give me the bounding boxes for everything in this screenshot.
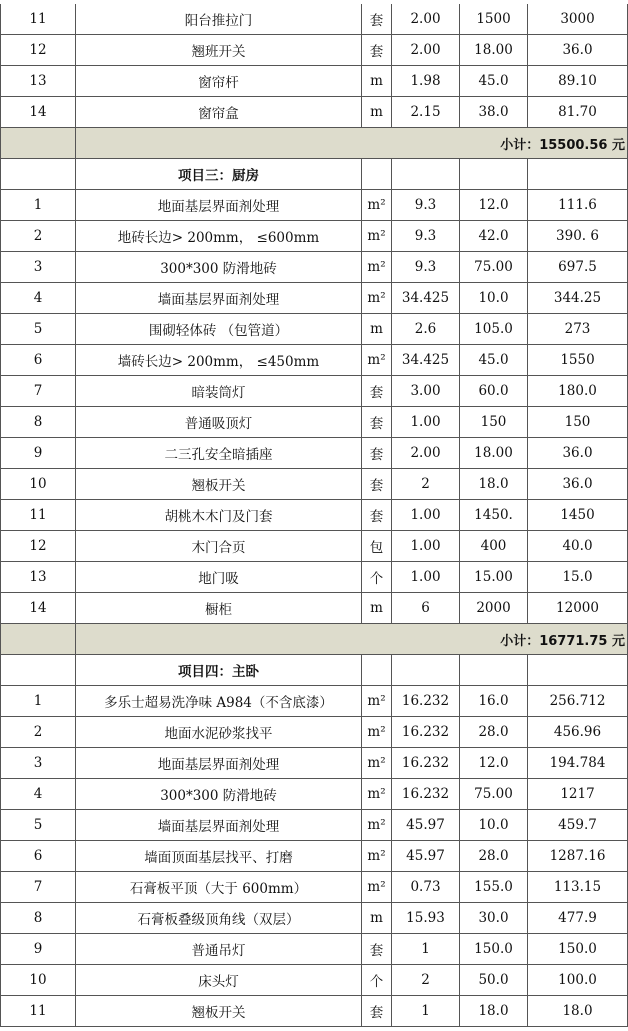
cell-qty: 34.425 bbox=[392, 283, 460, 314]
table-row bbox=[0, 438, 628, 469]
cell-unit: m² bbox=[362, 190, 392, 221]
cell-no: 14 bbox=[0, 97, 76, 128]
cell-no: 6 bbox=[0, 345, 76, 376]
cell-name: 橱柜 bbox=[76, 593, 362, 624]
table-row bbox=[0, 66, 628, 97]
cell-price: 16.0 bbox=[460, 686, 528, 717]
cell-no: 3 bbox=[0, 748, 76, 779]
cell-price: 75.00 bbox=[460, 252, 528, 283]
cell-name: 墙面基层界面剂处理 bbox=[76, 810, 362, 841]
cell-unit: 个 bbox=[362, 562, 392, 593]
cell-price: 12.0 bbox=[460, 748, 528, 779]
cell-total: 18.0 bbox=[528, 996, 628, 1027]
cell-no: 13 bbox=[0, 66, 76, 97]
cell-no: 5 bbox=[0, 810, 76, 841]
cell-name: 石膏板叠级顶角线（双层） bbox=[76, 903, 362, 934]
cell-total: 459.7 bbox=[528, 810, 628, 841]
cell-price: 10.0 bbox=[460, 810, 528, 841]
cell-total: 15.0 bbox=[528, 562, 628, 593]
cell-price: 1500 bbox=[460, 4, 528, 35]
cell-total: 273 bbox=[528, 314, 628, 345]
section-blank-cell bbox=[0, 159, 76, 190]
cell-name: 窗帘杆 bbox=[76, 66, 362, 97]
cell-name: 翘板开关 bbox=[76, 996, 362, 1027]
cell-no: 9 bbox=[0, 934, 76, 965]
cell-name: 围砌轻体砖 （包管道） bbox=[76, 314, 362, 345]
cell-qty: 2.15 bbox=[392, 97, 460, 128]
cell-price: 28.0 bbox=[460, 841, 528, 872]
cell-no: 13 bbox=[0, 562, 76, 593]
cell-qty: 16.232 bbox=[392, 686, 460, 717]
cell-no: 10 bbox=[0, 469, 76, 500]
table-row bbox=[0, 562, 628, 593]
cell-total: 150 bbox=[528, 407, 628, 438]
cell-price: 30.0 bbox=[460, 903, 528, 934]
cell-price: 150.0 bbox=[460, 934, 528, 965]
table-row bbox=[0, 934, 628, 965]
section-blank-cell bbox=[392, 655, 460, 686]
cell-total: 100.0 bbox=[528, 965, 628, 996]
cell-unit: 套 bbox=[362, 500, 392, 531]
cell-qty: 2.00 bbox=[392, 4, 460, 35]
cell-no: 4 bbox=[0, 283, 76, 314]
cell-qty: 1.00 bbox=[392, 407, 460, 438]
cell-unit: m bbox=[362, 314, 392, 345]
cell-price: 28.0 bbox=[460, 717, 528, 748]
cell-total: 36.0 bbox=[528, 438, 628, 469]
cell-no: 5 bbox=[0, 314, 76, 345]
cell-name: 墙砖长边> 200mm， ≤450mm bbox=[76, 345, 362, 376]
subtotal-text: 小计：15500.56 元 bbox=[76, 128, 628, 159]
cell-no: 8 bbox=[0, 407, 76, 438]
cell-unit: m² bbox=[362, 779, 392, 810]
table-row bbox=[0, 593, 628, 624]
cell-price: 50.0 bbox=[460, 965, 528, 996]
cell-price: 18.00 bbox=[460, 35, 528, 66]
cell-qty: 2.00 bbox=[392, 35, 460, 66]
cell-qty: 1.98 bbox=[392, 66, 460, 97]
cell-name: 墙面顶面基层找平、打磨 bbox=[76, 841, 362, 872]
table-row bbox=[0, 407, 628, 438]
cell-unit: m² bbox=[362, 686, 392, 717]
cell-no: 14 bbox=[0, 593, 76, 624]
cell-unit: m bbox=[362, 66, 392, 97]
cell-price: 150 bbox=[460, 407, 528, 438]
cell-name: 300*300 防滑地砖 bbox=[76, 779, 362, 810]
cell-total: 697.5 bbox=[528, 252, 628, 283]
table-row bbox=[0, 965, 628, 996]
cell-no: 12 bbox=[0, 35, 76, 66]
table-row bbox=[0, 469, 628, 500]
cell-qty: 16.232 bbox=[392, 779, 460, 810]
subtotal-blank bbox=[0, 128, 76, 159]
cell-qty: 9.3 bbox=[392, 190, 460, 221]
cell-price: 18.00 bbox=[460, 438, 528, 469]
cell-total: 1217 bbox=[528, 779, 628, 810]
cell-no: 2 bbox=[0, 717, 76, 748]
cell-total: 456.96 bbox=[528, 717, 628, 748]
cell-price: 12.0 bbox=[460, 190, 528, 221]
cell-no: 12 bbox=[0, 531, 76, 562]
section-blank-cell bbox=[362, 655, 392, 686]
cell-unit: m² bbox=[362, 748, 392, 779]
cell-unit: m² bbox=[362, 345, 392, 376]
cell-total: 3000 bbox=[528, 4, 628, 35]
cell-total: 81.70 bbox=[528, 97, 628, 128]
cell-name: 墙面基层界面剂处理 bbox=[76, 283, 362, 314]
table-row bbox=[0, 810, 628, 841]
cell-qty: 1.00 bbox=[392, 531, 460, 562]
table-row bbox=[0, 872, 628, 903]
section-blank-cell bbox=[528, 159, 628, 190]
cell-unit: m² bbox=[362, 872, 392, 903]
table-row bbox=[0, 841, 628, 872]
cell-name: 床头灯 bbox=[76, 965, 362, 996]
cell-unit: 个 bbox=[362, 965, 392, 996]
section-blank-cell bbox=[362, 159, 392, 190]
subtotal-blank bbox=[0, 624, 76, 655]
section-blank-cell bbox=[0, 655, 76, 686]
cell-price: 10.0 bbox=[460, 283, 528, 314]
cell-name: 石膏板平顶（大于 600mm） bbox=[76, 872, 362, 903]
cell-qty: 1 bbox=[392, 996, 460, 1027]
subtotal-row bbox=[0, 624, 628, 655]
cell-name: 翘班开关 bbox=[76, 35, 362, 66]
cell-unit: m² bbox=[362, 810, 392, 841]
cell-price: 75.00 bbox=[460, 779, 528, 810]
cell-name: 木门合页 bbox=[76, 531, 362, 562]
cell-name: 地面基层界面剂处理 bbox=[76, 190, 362, 221]
table-row bbox=[0, 996, 628, 1027]
cell-unit: m bbox=[362, 593, 392, 624]
section-row bbox=[0, 159, 628, 190]
cell-unit: 套 bbox=[362, 35, 392, 66]
cell-qty: 1.00 bbox=[392, 500, 460, 531]
cell-name: 窗帘盒 bbox=[76, 97, 362, 128]
table-row bbox=[0, 717, 628, 748]
cell-total: 12000 bbox=[528, 593, 628, 624]
cell-price: 60.0 bbox=[460, 376, 528, 407]
cell-total: 89.10 bbox=[528, 66, 628, 97]
cell-name: 300*300 防滑地砖 bbox=[76, 252, 362, 283]
cell-price: 45.0 bbox=[460, 66, 528, 97]
cell-total: 194.784 bbox=[528, 748, 628, 779]
cell-name: 普通吸顶灯 bbox=[76, 407, 362, 438]
table-row bbox=[0, 221, 628, 252]
section-blank-cell bbox=[460, 655, 528, 686]
cell-price: 18.0 bbox=[460, 996, 528, 1027]
cell-name: 胡桃木木门及门套 bbox=[76, 500, 362, 531]
table-row bbox=[0, 748, 628, 779]
cell-qty: 2 bbox=[392, 469, 460, 500]
cell-no: 9 bbox=[0, 438, 76, 469]
cell-qty: 16.232 bbox=[392, 717, 460, 748]
cell-qty: 2 bbox=[392, 965, 460, 996]
cell-unit: m² bbox=[362, 221, 392, 252]
cell-unit: 套 bbox=[362, 376, 392, 407]
cell-price: 15.00 bbox=[460, 562, 528, 593]
cell-unit: 套 bbox=[362, 934, 392, 965]
section-blank-cell bbox=[460, 159, 528, 190]
table-row bbox=[0, 345, 628, 376]
cell-name: 二三孔安全暗插座 bbox=[76, 438, 362, 469]
cell-total: 256.712 bbox=[528, 686, 628, 717]
table-row bbox=[0, 531, 628, 562]
cell-no: 1 bbox=[0, 190, 76, 221]
table-row bbox=[0, 903, 628, 934]
cell-price: 18.0 bbox=[460, 469, 528, 500]
cell-name: 地门吸 bbox=[76, 562, 362, 593]
cell-total: 477.9 bbox=[528, 903, 628, 934]
cell-no: 10 bbox=[0, 965, 76, 996]
cell-qty: 16.232 bbox=[392, 748, 460, 779]
section-blank-cell bbox=[528, 655, 628, 686]
cell-qty: 0.73 bbox=[392, 872, 460, 903]
cell-no: 11 bbox=[0, 4, 76, 35]
cell-no: 2 bbox=[0, 221, 76, 252]
cell-no: 7 bbox=[0, 376, 76, 407]
cell-name: 地面水泥砂浆找平 bbox=[76, 717, 362, 748]
cell-qty: 2.6 bbox=[392, 314, 460, 345]
cell-unit: 包 bbox=[362, 531, 392, 562]
section-row bbox=[0, 655, 628, 686]
cell-name: 多乐士超易洗净味 A984（不含底漆） bbox=[76, 686, 362, 717]
cell-unit: m bbox=[362, 97, 392, 128]
cell-price: 42.0 bbox=[460, 221, 528, 252]
table-row bbox=[0, 686, 628, 717]
cell-price: 400 bbox=[460, 531, 528, 562]
table-row bbox=[0, 4, 628, 35]
cell-unit: 套 bbox=[362, 407, 392, 438]
table-row bbox=[0, 283, 628, 314]
cell-total: 1550 bbox=[528, 345, 628, 376]
cell-qty: 1 bbox=[392, 934, 460, 965]
cell-qty: 15.93 bbox=[392, 903, 460, 934]
cell-total: 390. 6 bbox=[528, 221, 628, 252]
cell-no: 6 bbox=[0, 841, 76, 872]
cell-qty: 34.425 bbox=[392, 345, 460, 376]
cell-name: 地面基层界面剂处理 bbox=[76, 748, 362, 779]
cell-price: 45.0 bbox=[460, 345, 528, 376]
section-title: 项目四：主卧 bbox=[76, 655, 362, 686]
cell-qty: 6 bbox=[392, 593, 460, 624]
cell-total: 36.0 bbox=[528, 469, 628, 500]
cell-name: 普通吊灯 bbox=[76, 934, 362, 965]
cell-name: 翘板开关 bbox=[76, 469, 362, 500]
cell-price: 1450. bbox=[460, 500, 528, 531]
table-row bbox=[0, 500, 628, 531]
cell-unit: m² bbox=[362, 841, 392, 872]
cell-qty: 45.97 bbox=[392, 841, 460, 872]
cell-total: 1450 bbox=[528, 500, 628, 531]
cell-qty: 45.97 bbox=[392, 810, 460, 841]
cell-name: 暗装筒灯 bbox=[76, 376, 362, 407]
cell-unit: m² bbox=[362, 283, 392, 314]
cell-no: 4 bbox=[0, 779, 76, 810]
cell-unit: m² bbox=[362, 252, 392, 283]
cell-price: 155.0 bbox=[460, 872, 528, 903]
cell-name: 地砖长边> 200mm， ≤600mm bbox=[76, 221, 362, 252]
cell-no: 11 bbox=[0, 500, 76, 531]
cell-no: 11 bbox=[0, 996, 76, 1027]
table-row bbox=[0, 314, 628, 345]
cell-total: 36.0 bbox=[528, 35, 628, 66]
table-row bbox=[0, 97, 628, 128]
cell-no: 7 bbox=[0, 872, 76, 903]
table-row bbox=[0, 779, 628, 810]
cell-no: 1 bbox=[0, 686, 76, 717]
cell-price: 2000 bbox=[460, 593, 528, 624]
cell-name: 阳台推拉门 bbox=[76, 4, 362, 35]
cell-total: 113.15 bbox=[528, 872, 628, 903]
section-blank-cell bbox=[392, 159, 460, 190]
cell-unit: m bbox=[362, 903, 392, 934]
cell-price: 105.0 bbox=[460, 314, 528, 345]
section-title: 项目三：厨房 bbox=[76, 159, 362, 190]
table-row bbox=[0, 35, 628, 66]
cell-total: 40.0 bbox=[528, 531, 628, 562]
cell-price: 38.0 bbox=[460, 97, 528, 128]
cell-total: 344.25 bbox=[528, 283, 628, 314]
cell-unit: 套 bbox=[362, 438, 392, 469]
cell-total: 1287.16 bbox=[528, 841, 628, 872]
cell-unit: 套 bbox=[362, 996, 392, 1027]
cell-qty: 2.00 bbox=[392, 438, 460, 469]
table-row bbox=[0, 190, 628, 221]
cell-qty: 1.00 bbox=[392, 562, 460, 593]
table-row bbox=[0, 376, 628, 407]
cell-total: 150.0 bbox=[528, 934, 628, 965]
table-row bbox=[0, 252, 628, 283]
cell-no: 8 bbox=[0, 903, 76, 934]
subtotal-row bbox=[0, 128, 628, 159]
cell-total: 111.6 bbox=[528, 190, 628, 221]
cell-qty: 9.3 bbox=[392, 252, 460, 283]
cell-qty: 3.00 bbox=[392, 376, 460, 407]
cell-qty: 9.3 bbox=[392, 221, 460, 252]
cell-no: 3 bbox=[0, 252, 76, 283]
cell-total: 180.0 bbox=[528, 376, 628, 407]
cell-unit: 套 bbox=[362, 469, 392, 500]
cell-unit: 套 bbox=[362, 4, 392, 35]
cell-unit: m² bbox=[362, 717, 392, 748]
subtotal-text: 小计：16771.75 元 bbox=[76, 624, 628, 655]
